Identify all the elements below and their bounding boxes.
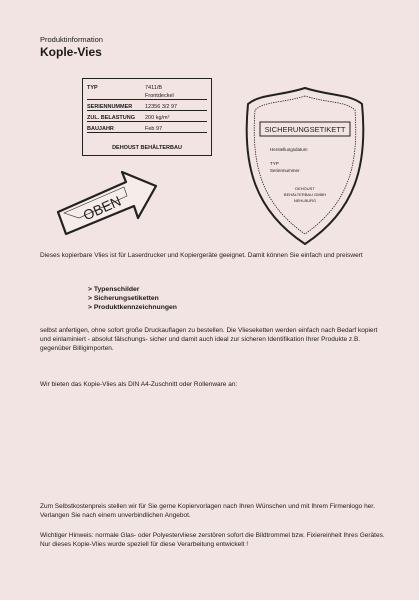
badge-maker1: DEHOUST (295, 186, 315, 191)
badge-maker2: BEHÄLTERBAU GMBH (283, 192, 327, 197)
list-item: > Sicherungsetiketten (88, 295, 159, 302)
type-plate-sample (82, 78, 212, 156)
badge-title: SICHERUNGSETIKETT (264, 125, 346, 134)
list-item: > Produktkennzeichnungen (88, 304, 177, 311)
arrow-label: OBEN (80, 192, 124, 224)
list-item: > Typenschilder (88, 286, 140, 293)
feature-list (88, 285, 177, 312)
badge-line2: TYP (270, 161, 279, 166)
security-label-badge (240, 86, 370, 246)
plate-row-serial: SERIENNUMMER 12356 3/2 97 (87, 104, 207, 111)
description-paragraph: selbst anfertigen, ohne sofort große Druckauflagen zu bestellen. Die Vlieseketten werden einfach nach Bedarf kopiert und einlaminiert - absolut fälschungs- sicher und damit auch ideal zur sicheren Identifikation Ihrer Produkte z.B. gegenüber Billigimporten. (40, 327, 378, 352)
plate-footer: DEHOUST BEHÄLTERBAU (112, 145, 182, 151)
plate-row-load: ZUL. BELASTUNG 200 kg/m² (87, 115, 207, 122)
custom-template-paragraph: Zum Selbstkostenpreis stellen wir für Sie gerne Kopiervorlagen nach Ihren Wünschen und mit Ihrem Firmenlogo her. Verlangen Sie nach einem unverbindlichen Angebot. (40, 503, 375, 519)
badge-line1: Herstellungsdatum (270, 147, 308, 152)
plate-row-typ-desc: Frontdeckel (87, 93, 207, 100)
kicker: Produktinformation (40, 35, 103, 44)
page-title: Kople-Vies (40, 45, 102, 59)
badge-line3: Seriennummer (270, 168, 300, 173)
badge-maker3: NEHLBURG (293, 198, 317, 203)
plate-row-typ: TYP 7411/B (87, 85, 163, 91)
important-note-paragraph: Wichtiger Hinweis: normale Glas- oder Polyestervliese zerstören sofort die Bildtrommel bzw. Fixiereinheit Ihres Gerätes. Nur dieses Kopie-Vlies wurde speziell für diese Verarbeitung entwickelt ! (40, 532, 385, 548)
plate-row-year: BAUJAHR Feb 97 (87, 126, 207, 133)
intro-paragraph: Dieses kopierbare Vlies ist für Laserdrucker und Kopiergeräte geeignet. Damit können Sie einfach und preiswert (40, 252, 363, 259)
oben-arrow-icon (52, 168, 162, 238)
offer-paragraph: Wir bieten das Kopie-Vlies als DIN A4-Zuschnitt oder Rollenware an: (40, 381, 238, 388)
